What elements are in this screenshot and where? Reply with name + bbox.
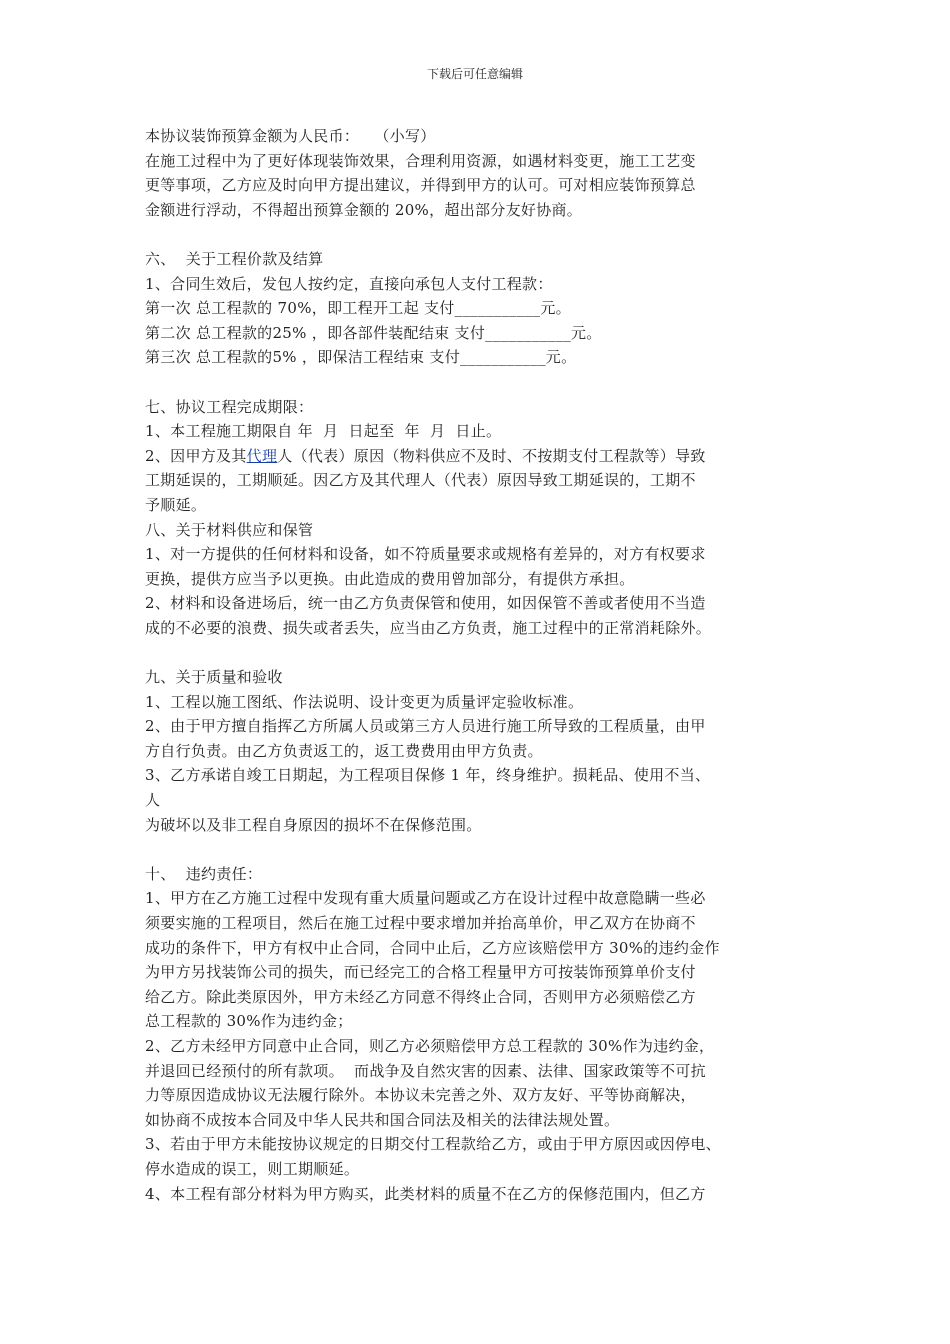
text-fragment: 人（代表）原因（物料供应不及时、不按期支付工程款等）导致 [277,446,706,465]
paragraph-line: 4、本工程有部分材料为甲方购买，此类材料的质量不在乙方的保修范围内，但乙方 [145,1184,706,1203]
paragraph-line: 给乙方。除此类原因外，甲方未经乙方同意不得终止合同，否则甲方必须赔偿乙方 [145,987,696,1006]
paragraph-line: 金额进行浮动，不得超出预算金额的 20%，超出部分友好协商。 [145,200,583,219]
paragraph-line: 予顺延。 [145,495,207,514]
paragraph-line: 工期延误的，工期顺延。因乙方及其代理人（代表）原因导致工期延误的，工期不 [145,471,696,490]
paragraph-line-with-link [145,444,815,469]
blank-line [145,222,815,247]
paragraph-line: 为甲方另找装饰公司的损失，而已经完工的合格工程量甲方可按装饰预算单价支付 [145,963,696,982]
paragraph-line: 为破坏以及非工程自身原因的损坏不在保修范围。 [145,815,482,834]
agent-link[interactable]: 代理 [246,446,278,465]
blank-line [145,370,815,395]
paragraph-line: 1、甲方在乙方施工过程中发现有重大质量问题或乙方在设计过程中故意隐瞒一些必 [145,889,706,908]
document-body [145,124,815,1206]
paragraph-line: 2、材料和设备进场后，统一由乙方负责保管和使用，如因保管不善或者使用不当造 [145,594,706,613]
paragraph-line: 1、对一方提供的任何材料和设备，如不符质量要求或规格有差异的，对方有权要求 [145,545,706,564]
paragraph-line: 成的不必要的浪费、损失或者丢失，应当由乙方负责，施工过程中的正常消耗除外。 [145,618,712,637]
payment-line: 第一次 总工程款的 70%，即工程开工起 支付___________元。 [145,299,571,318]
paragraph-line: 须要实施的工程项目，然后在施工过程中要求增加并抬高单价，甲乙双方在协商不 [145,914,696,932]
paragraph-line: 在施工过程中为了更好体现装饰效果，合理利用资源，如遇材料变更，施工工艺变 [145,151,696,170]
paragraph-line: 力等原因造成协议无法履行除外。本协议未完善之外、双方友好、平等协商解决， [145,1086,696,1105]
page-header: 下载后可任意编辑 [426,67,523,81]
paragraph-line: 并退回已经预付的所有款项。 而战争及自然灾害的因素、法律、国家政策等不可抗 [145,1061,706,1080]
paragraph-line: 更换，提供方应当予以更换。由此造成的费用曾加部分，有提供方承担。 [145,569,635,588]
paragraph-line: 1、合同生效后，发包人按约定，直接向承包人支付工程款： [145,274,553,293]
blank-line [145,640,815,665]
section-heading: 九、关于质量和验收 [145,668,283,687]
paragraph-line: 2、乙方未经甲方同意中止合同，则乙方必须赔偿甲方总工程款的 30%作为违约金， [145,1036,715,1055]
paragraph-line: 人 [145,791,161,810]
paragraph-line: 3、乙方承诺自竣工日期起，为工程项目保修 1 年，终身维护。损耗品、使用不当、 [145,766,711,785]
paragraph-line: 更等事项，乙方应及时向甲方提出建议，并得到甲方的认可。可对相应装饰预算总 [145,176,696,195]
blank-line [145,837,815,862]
section-heading: 六、 关于工程价款及结算 [145,249,324,268]
text-fragment: 2、因甲方及其 [145,446,247,465]
paragraph-line: 1、本工程施工期限自 年 月 日起至 年 月 日止。 [145,422,502,441]
paragraph-line: 3、若由于甲方未能按协议规定的日期交付工程款给乙方，或由于甲方原因或因停电、 [145,1135,721,1154]
budget-amount-line: 本协议装饰预算金额为人民币： （小写） [145,127,436,145]
paragraph-line: 2、由于甲方擅自指挥乙方所属人员或第三方人员进行施工所导致的工程质量，由甲 [145,717,706,736]
paragraph-line: 如协商不成按本合同及中华人民共和国合同法及相关的法律法规处置。 [145,1110,620,1129]
section-heading: 八、关于材料供应和保管 [145,520,314,539]
section-heading: 十、 违约责任： [145,864,263,883]
payment-line: 第三次 总工程款的5% ，即保洁工程结束 支付___________元。 [145,348,577,367]
paragraph-line: 停水造成的误工，则工期顺延。 [145,1159,360,1178]
payment-line: 第二次 总工程款的25% ，即各部件装配结束 支付___________元。 [145,323,602,342]
paragraph-line: 总工程款的 30%作为违约金； [145,1012,353,1031]
section-heading: 七、协议工程完成期限： [145,397,314,416]
paragraph-line: 1、工程以施工图纸、作法说明、设计变更为质量评定验收标准。 [145,692,584,711]
paragraph-line: 方自行负责。由乙方负责返工的，返工费费用由甲方负责。 [145,741,543,760]
paragraph-line: 成功的条件下，甲方有权中止合同，合同中止后，乙方应该赔偿甲方 30%的违约金作 [145,938,720,957]
